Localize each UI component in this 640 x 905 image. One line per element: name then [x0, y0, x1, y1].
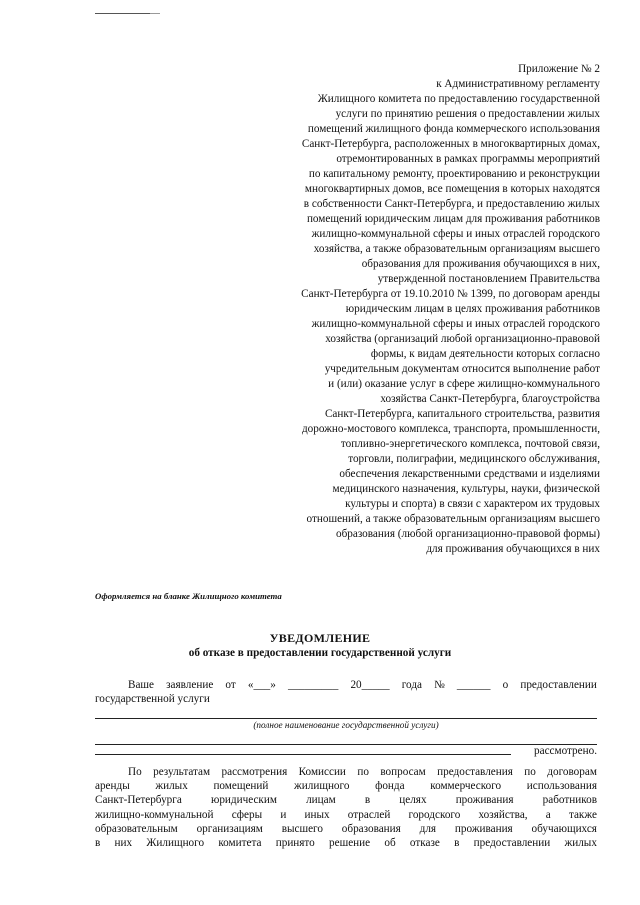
appendix-line: помещений юридическим лицам для проживания работников: [306, 213, 600, 225]
result-word: жилищного: [294, 780, 350, 793]
result-word: жилищно-коммунальной: [95, 808, 214, 821]
service-name-caption: (полное наименование государственной услуги): [253, 720, 439, 730]
application-line-2: [95, 692, 597, 706]
notice-title: УВЕДОМЛЕНИЕ: [269, 631, 371, 645]
result-word: проживания: [454, 822, 513, 835]
appendix-line: по капитальному ремонту, проектированию и реконструкции: [308, 168, 600, 180]
result-word: обучающихся: [531, 822, 597, 835]
result-word: для: [419, 822, 437, 835]
appendix-header: [240, 62, 600, 557]
scan-artifact-line: [150, 13, 160, 14]
result-line: [95, 836, 597, 850]
application-word: о: [502, 679, 509, 691]
application-paragraph: [95, 678, 597, 706]
appendix-line: и (или) оказание услуг в сфере жилищно-коммунального: [328, 378, 600, 390]
result-word: также: [568, 808, 597, 821]
result-word: об: [384, 837, 396, 850]
appendix-line: жилищно-коммунальной сферы и иных отраслей городского: [311, 228, 600, 240]
result-line: [95, 808, 597, 822]
result-word: и: [280, 808, 287, 821]
appendix-line: жилищно-коммунальной сферы и иных отраслей городского: [311, 318, 600, 330]
result-word: аренды: [95, 780, 130, 793]
result-word: высшего: [281, 822, 323, 835]
application-line-1: [95, 678, 597, 692]
result-paragraph: [95, 765, 597, 850]
result-word: по: [524, 766, 536, 778]
appendix-line: хозяйства, а также образовательным организациям высшего: [313, 243, 600, 255]
result-word: хозяйства,: [478, 808, 528, 821]
application-word: 20_____: [350, 679, 390, 691]
result-word: принято: [275, 837, 315, 850]
appendix-line: образования (любой организационно-правовой формы): [335, 528, 600, 540]
result-word: иных: [304, 808, 330, 821]
appendix-line: утвержденной постановлением Правительства: [377, 273, 600, 285]
appendix-line: хозяйства Санкт-Петербурга, благоустройства: [380, 393, 600, 405]
appendix-line: помещений жилищного фонда коммерческого использования: [307, 123, 600, 135]
appendix-line: отремонтированных в рамках программы мероприятий: [336, 153, 600, 165]
appendix-line: Приложение № 2: [518, 63, 600, 75]
appendix-line: дорожно-мостового комплекса, транспорта, промышленности,: [301, 423, 600, 435]
appendix-line: формы, к видам деятельности которых согласно: [370, 348, 600, 360]
result-word: договорам: [547, 766, 597, 778]
result-word: лицам: [306, 794, 336, 807]
application-word: заявление: [166, 679, 214, 691]
result-word: предоставлении: [473, 837, 551, 850]
result-line: [95, 779, 597, 793]
result-word: в: [364, 794, 371, 807]
result-word: юридическим: [210, 794, 277, 807]
appendix-line: для проживания обучающихся в них: [426, 543, 600, 555]
result-word: фонда: [375, 780, 405, 793]
notice-subtitle: об отказе в предоставлении государственной услуги: [188, 647, 452, 659]
result-word: сферы: [231, 808, 263, 821]
appendix-line: многоквартирных домов, все помещения в которых находятся: [304, 183, 600, 195]
considered-text: рассмотрено.: [534, 745, 597, 757]
appendix-line: топливно-энергетического комплекса, почтовой связи,: [340, 438, 600, 450]
appendix-line: Жилищного комитета по предоставлению государственной: [317, 93, 600, 105]
service-name-blank: [95, 718, 597, 719]
application-word: предоставлении: [520, 679, 597, 691]
result-line: [95, 822, 597, 836]
result-word: Жилищного: [146, 837, 205, 850]
result-word: коммерческого: [430, 780, 502, 793]
result-word: жилых: [155, 780, 188, 793]
result-word: отказе: [409, 837, 440, 850]
appendix-line: торговли, полиграфии, медицинского обслуживания,: [348, 453, 600, 465]
result-word: решение: [329, 837, 371, 850]
result-word: вопросам: [380, 766, 426, 778]
result-word: в: [454, 837, 460, 850]
appendix-line: услуги по принятию решения о предоставлении жилых: [335, 108, 600, 120]
result-word: результатам: [153, 766, 211, 778]
result-word: в: [95, 837, 101, 850]
result-word: образовательным: [95, 822, 178, 835]
result-word: организациям: [196, 822, 263, 835]
application-word: «___»: [247, 679, 276, 691]
blank-line: [95, 754, 511, 755]
result-word: по: [357, 766, 369, 778]
appendix-line: образования для проживания обучающихся в них,: [361, 258, 600, 270]
result-word: По: [128, 766, 142, 778]
result-word: Комиссии: [298, 766, 346, 778]
application-word: №: [434, 679, 445, 691]
result-line: [95, 765, 597, 779]
result-word: помещений: [213, 780, 269, 793]
letterhead-note: Оформляется на бланке Жилищного комитета: [95, 591, 282, 601]
result-word: отраслей: [347, 808, 391, 821]
result-word: жилых: [564, 837, 597, 850]
appendix-line: медицинского назначения, культуры, науки, физической: [332, 483, 600, 495]
appendix-line: юридическим лицам в целях проживания работников: [345, 303, 600, 315]
result-word: городского: [408, 808, 461, 821]
result-line: [95, 793, 597, 807]
result-word: предоставления: [437, 766, 513, 778]
result-word: комитета: [218, 837, 262, 850]
appendix-line: хозяйства (организаций любой организационно-правовой: [325, 333, 600, 345]
result-word: них: [114, 837, 133, 850]
application-word: года: [401, 679, 422, 691]
appendix-line: Санкт-Петербурга, капитального строительства, развития: [324, 408, 600, 420]
considered-row: [95, 745, 597, 759]
result-word: образования: [341, 822, 401, 835]
result-word: целях: [399, 794, 427, 807]
application-word: от: [225, 679, 236, 691]
application-line-2-text: государственной услуги: [95, 693, 210, 706]
result-word: использования: [526, 780, 597, 793]
appendix-line: Санкт-Петербурга от 19.10.2010 № 1399, по договорам аренды: [301, 288, 600, 300]
scan-artifact-line: [95, 13, 155, 14]
application-word: Ваше: [128, 679, 155, 691]
appendix-line: обеспечения лекарственными средствами и изделиями: [339, 468, 600, 480]
appendix-line: в собственности Санкт-Петербурга, и предоставлению жилых: [303, 198, 600, 210]
application-word: _________: [287, 679, 339, 691]
result-word: работников: [542, 794, 597, 807]
appendix-line: к Административному регламенту: [436, 78, 600, 90]
result-word: проживания: [455, 794, 514, 807]
appendix-line: учредительным документам относится выполнение работ: [324, 363, 600, 375]
application-word: ______: [456, 679, 491, 691]
appendix-line: отношений, а также образовательным организациям высшего: [306, 513, 600, 525]
result-word: Санкт-Петербурга: [95, 794, 182, 807]
result-word: а: [545, 808, 551, 821]
appendix-line: культуры и спорта) в связи с характером их трудовых: [345, 498, 600, 510]
appendix-line: Санкт-Петербурга, расположенных в многоквартирных домах,: [301, 138, 600, 150]
result-word: рассмотрения: [221, 766, 288, 778]
